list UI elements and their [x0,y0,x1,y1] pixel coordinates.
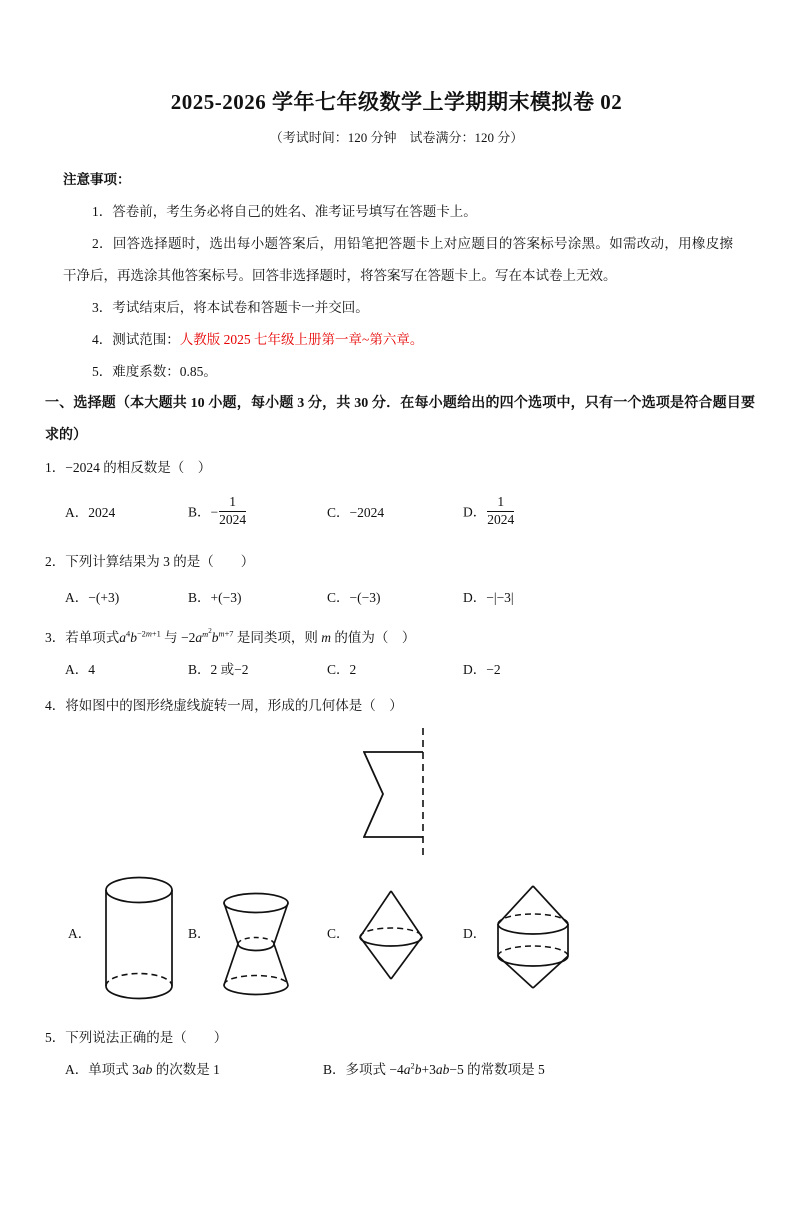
q3-option-c [327,654,463,686]
option-value: 4 [88,662,95,677]
option-label: C． [327,662,350,677]
option-value: 单项式 3ab 的次数是 1 [88,1062,220,1077]
option-label: A． [65,505,89,520]
q3-option-b [188,654,327,686]
q3-stem: 3．若单项式$a^4b^{-2m+1}$ 与 $-2a^{m^2}b^{m+7}$ 是同类项，则 m 的值为（ ） [45,626,416,645]
notice-item-2: 2．回答选择题时，选出每小题答案后，用铅笔把答题卡上对应题目的答案标号涂黑。如需改动，用橡皮擦干净后，再选涂其他答案标号。回答非选择题时，将答案写在答题卡上。写在本试卷上无效。 [63,236,733,283]
exam-paper-page [0,86,793,1086]
option-value: −|−3| [486,590,514,605]
bicone-figure [358,888,424,982]
option-label: C． [327,926,350,941]
section-heading: 一、选择题（本大题共 10 小题，每小题 3 分，共 30 分．在每小题给出的四个选项中，只有一个选项是符合题目要求的） [45,396,755,443]
q2-option-b [188,582,327,614]
q3-option-d [463,654,755,686]
option-value: 2 [349,662,357,677]
option-label: D． [463,926,487,941]
flag-with-dashed-axis-figure [363,724,473,862]
notice-item-4-scope: 人教版 2025 七年级上册第一章~第六章。 [179,332,424,347]
q5-options [65,1054,755,1086]
q2-stem: 2．下列计算结果为 3 的是（ ） [45,554,255,569]
option-label: B． [188,590,211,605]
option-label: B． [188,662,211,677]
fraction-denominator: 2024 [487,511,515,527]
option-label: C． [327,505,350,520]
q1-option-a [65,497,188,529]
option-label: D． [463,504,487,520]
fraction [219,494,246,529]
q2-options [65,582,755,614]
q1-options [65,484,755,542]
q5-stem: 5．下列说法正确的是（ ） [45,1030,228,1045]
cylinder-figure [104,876,174,1002]
fraction-numerator: 1 [487,494,514,512]
option-label: A． [65,1062,89,1077]
q1-option-c [327,497,463,529]
option-value: 2024 [88,505,116,520]
notice-item-4-prefix: 4．测试范围： [92,332,180,347]
q4-stem: 4．将如图中的图形绕虚线旋转一周，形成的几何体是（ ） [45,698,403,713]
q3-option-a [65,654,188,686]
notice-item-1: 1．答卷前，考生务必将自己的姓名、准考证号填写在答题卡上。 [92,204,477,219]
option-label: A． [68,926,92,941]
q2-option-a [65,582,188,614]
option-label: C． [327,590,350,605]
q1-option-b [188,494,327,533]
option-value: −2024 [349,505,385,520]
q5-option-b [323,1054,755,1086]
option-label: D． [463,662,487,677]
notice-item-3: 3．考试结束后，将本试卷和答题卡一并交回。 [92,300,369,315]
option-label: A． [65,590,89,605]
q4-source-figure [363,724,755,862]
option-label: B． [188,504,211,520]
page-title: 2025-2026 学年七年级数学上学期期末模拟卷 02 [170,90,623,114]
option-value: −2 [486,662,501,677]
option-value: −(+3) [88,590,120,605]
q5-option-a [65,1054,323,1086]
multiple-choice-section [45,388,755,1086]
fraction [487,494,514,529]
q3-options [65,654,755,686]
notice-heading: 注意事项： [63,172,131,187]
q2-option-c [327,582,463,614]
option-label: D． [463,590,487,605]
notice-section [63,164,733,388]
cylinder-with-cones-figure [495,884,571,990]
option-label: A． [65,662,89,677]
q2-option-d [463,582,755,614]
minus-sign: − [210,504,219,520]
q1-stem: 1．−2024 的相反数是（ ） [45,460,212,475]
notice-item-5: 5．难度系数：0.85。 [92,364,217,379]
q1-option-d [463,494,755,533]
option-label: B． [323,1062,346,1077]
notice-item-4 [63,324,733,356]
option-value: −(−3) [349,590,381,605]
fraction-denominator: 2024 [219,511,247,527]
page-subtitle: （考试时间：120 分钟 试卷满分：120 分） [269,130,524,145]
option-value: +(−3) [210,590,242,605]
option-value: 2 或−2 [210,662,249,677]
q4-options [45,872,755,1022]
option-value: 多项式 $-4a^2b+3ab-5$ 的常数项是 5 [345,1061,545,1077]
fraction-numerator: 1 [219,494,246,512]
double-frustum-figure [222,892,290,996]
option-label: B． [188,926,211,941]
